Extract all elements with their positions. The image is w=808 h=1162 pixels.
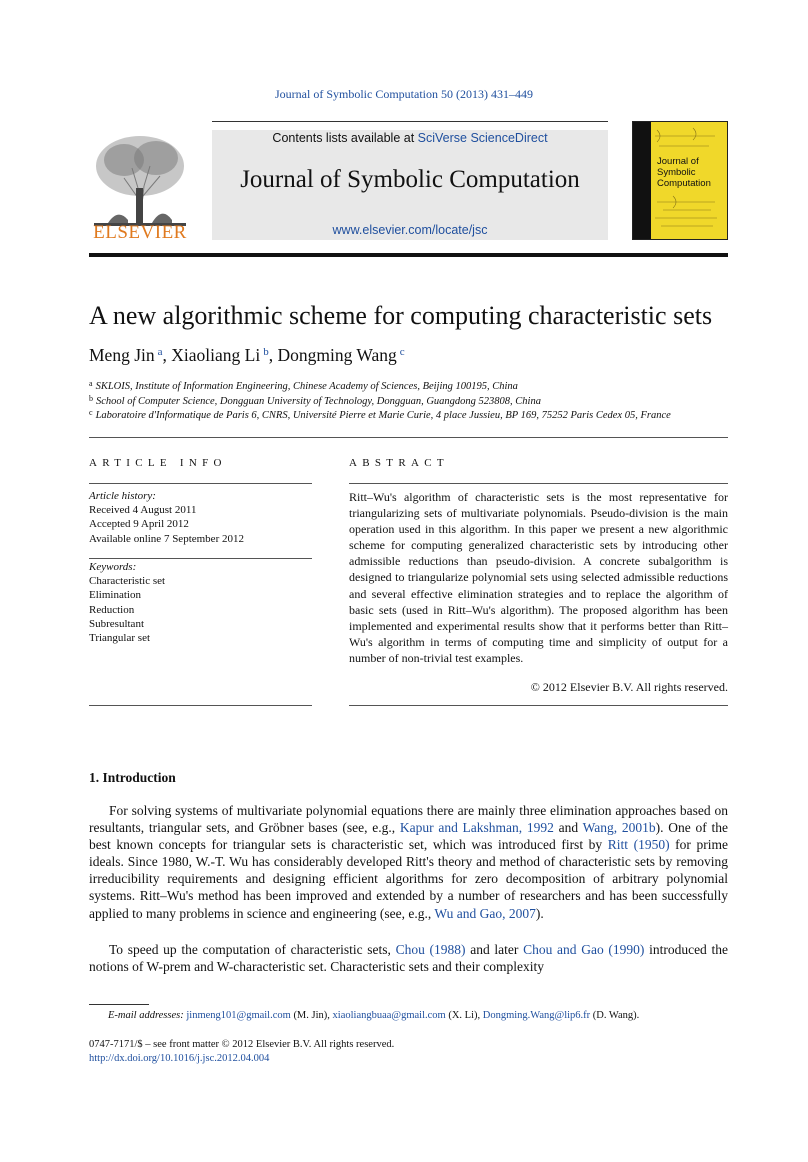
abstract-rule xyxy=(349,705,728,706)
keyword: Reduction xyxy=(89,603,135,616)
paragraph-text: For solving systems of multivariate polynomial equations there are mainly three elimination approaches based on resultants, triangular sets, and Gröbner bases (see, e.g., xyxy=(89,803,728,836)
paragraph-text: for prime ideals. Since 1980, W.-T. Wu has considerably developed Ritt's theory and method of characteristic sets by removing irreducibility requirements and designing efficient algorithms for zero decomposition of arbitrary polynomial systems. Ritt–Wu's method has been improved and extended by a number of researchers and has been successfully applied to many problems in science and engineering (see, e.g., xyxy=(89,837,729,921)
abstract-rule xyxy=(349,483,728,484)
author-list: Meng Jin $^a$, Xiaoliang Li $^b$, Dongming Wang $^c$ xyxy=(89,345,405,365)
introduction-heading: 1. Introduction xyxy=(89,770,176,785)
paragraph-text: ). One of the best known concepts for triangular sets is characteristic set, which was introduced first by xyxy=(89,820,728,853)
cover-title: Journal of Symbolic Computation xyxy=(657,156,711,189)
introduction-paragraph xyxy=(89,941,728,975)
paper-title: A new algorithmic scheme for computing characteristic sets xyxy=(89,301,713,330)
cover-spine xyxy=(633,122,651,240)
doi-link[interactable]: http://dx.doi.org/10.1016/j.jsc.2012.04.004 xyxy=(89,1053,270,1064)
abstract-heading: ABSTRACT xyxy=(349,457,449,469)
paragraph-text: and later xyxy=(465,942,524,957)
author-name: Dongming Wang xyxy=(277,345,397,365)
article-history: Article history: Received 4 August 2011 Accepted 9 April 2012 Available online 7 September 2012 xyxy=(89,490,244,545)
affiliation: $^c$ Laboratoire d'Informatique de Paris 6, CNRS, Université Pierre et Marie Curie, 4 place Jussieu, BP 169, 75252 Paris Cedex 05, France xyxy=(89,408,671,421)
journal-reference[interactable]: Journal of Symbolic Computation 50 (2013) 431–449 xyxy=(275,87,533,101)
abstract-copyright: © 2012 Elsevier B.V. All rights reserved. xyxy=(530,680,728,694)
elsevier-wordmark: ELSEVIER xyxy=(93,222,187,243)
abstract-text: Ritt–Wu's algorithm of characteristic sets is the most representative for triangularizing sets of multivariate polynomials. Pseudo-division is the main operation used in this algorithm. In this paper we present a new algorithmic scheme for computing generalized characteristic sets by introducing other admissible reductions than pseudo-division. A concrete subalgorithm is designed to triangularize polynomial sets using selected admissible reductions and several effective elimination strategies and to replace the algorithm of basic sets (used in Ritt–Wu's algorithm). The proposed algorithm has been implemented and experimental results show that it performs better than Ritt–Wu's algorithm in terms of computing time and simplicity of output for a number of non-trivial test examples. xyxy=(349,490,728,665)
header-top-rule xyxy=(212,121,608,122)
keyword: Characteristic set xyxy=(89,575,166,588)
affiliation: $^b$ School of Computer Science, Dongguan University of Technology, Dongguan, Guangdong 523808, China xyxy=(89,394,541,407)
paragraph-text: ). xyxy=(535,905,544,921)
journal-title: Journal of Symbolic Computation xyxy=(240,166,580,193)
affiliation-mark-link[interactable]: a xyxy=(157,346,163,358)
paragraph-text: introduced the notions of W-prem and W-characteristic set. Characteristic sets and their complexity xyxy=(89,942,728,975)
paragraph-text: and xyxy=(553,820,583,836)
keyword: Triangular set xyxy=(89,632,151,645)
article-info-rule xyxy=(89,558,312,559)
email-link[interactable]: jinmeng101@gmail.com xyxy=(186,1010,291,1021)
article-info-rule xyxy=(89,705,312,706)
email-footnote: E-mail addresses: jinmeng101@gmail.com (M. Jin), xiaoliangbuaa@gmail.com (X. Li), Dongming.Wang@lip6.fr (D. Wang). xyxy=(108,1010,640,1021)
section-rule xyxy=(89,437,728,438)
citation-link[interactable]: Ritt (1950) xyxy=(607,837,670,853)
article-info-rule xyxy=(89,483,312,484)
paragraph-text: To speed up the computation of characteristic sets, xyxy=(109,942,396,957)
keywords-list: Keywords: Characteristic set Elimination Reduction Subresultant Triangular set xyxy=(89,560,312,645)
footnote-rule xyxy=(89,1004,149,1005)
citation-link[interactable]: Wang, 2001b xyxy=(582,820,656,836)
header-thick-rule xyxy=(89,253,728,257)
author-name: Meng Jin xyxy=(89,345,155,365)
email-link[interactable]: xiaoliangbuaa@gmail.com xyxy=(332,1010,446,1021)
email-link[interactable]: Dongming.Wang@lip6.fr xyxy=(482,1010,591,1021)
issn-line: 0747-7171/$ – see front matter © 2012 Elsevier B.V. All rights reserved. xyxy=(89,1039,395,1050)
sciencedirect-link[interactable]: SciVerse ScienceDirect xyxy=(417,131,548,145)
citation-link[interactable]: Kapur and Lakshman, 1992 xyxy=(399,820,554,836)
affiliation: $^a$ SKLOIS, Institute of Information Engineering, Chinese Academy of Sciences, Beijing 100195, China xyxy=(89,379,518,392)
article-info-heading: ARTICLE INFO xyxy=(89,457,227,469)
introduction-paragraph xyxy=(89,802,728,922)
affiliation-mark-link[interactable]: b xyxy=(263,346,269,358)
citation-link[interactable]: Chou (1988) xyxy=(395,942,466,957)
journal-url-link[interactable]: www.elsevier.com/locate/jsc xyxy=(332,223,488,237)
contents-availability-line: Contents lists available at SciVerse ScienceDirect xyxy=(272,131,548,145)
citation-link[interactable]: Chou and Gao (1990) xyxy=(523,942,645,957)
citation-link[interactable]: Wu and Gao, 2007 xyxy=(434,905,536,921)
keyword: Subresultant xyxy=(89,617,144,630)
author-name: Xiaoliang Li xyxy=(171,345,261,365)
journal-cover-thumbnail[interactable] xyxy=(632,121,728,240)
keyword: Elimination xyxy=(89,589,141,602)
affiliation-mark-link[interactable]: c xyxy=(399,346,405,358)
